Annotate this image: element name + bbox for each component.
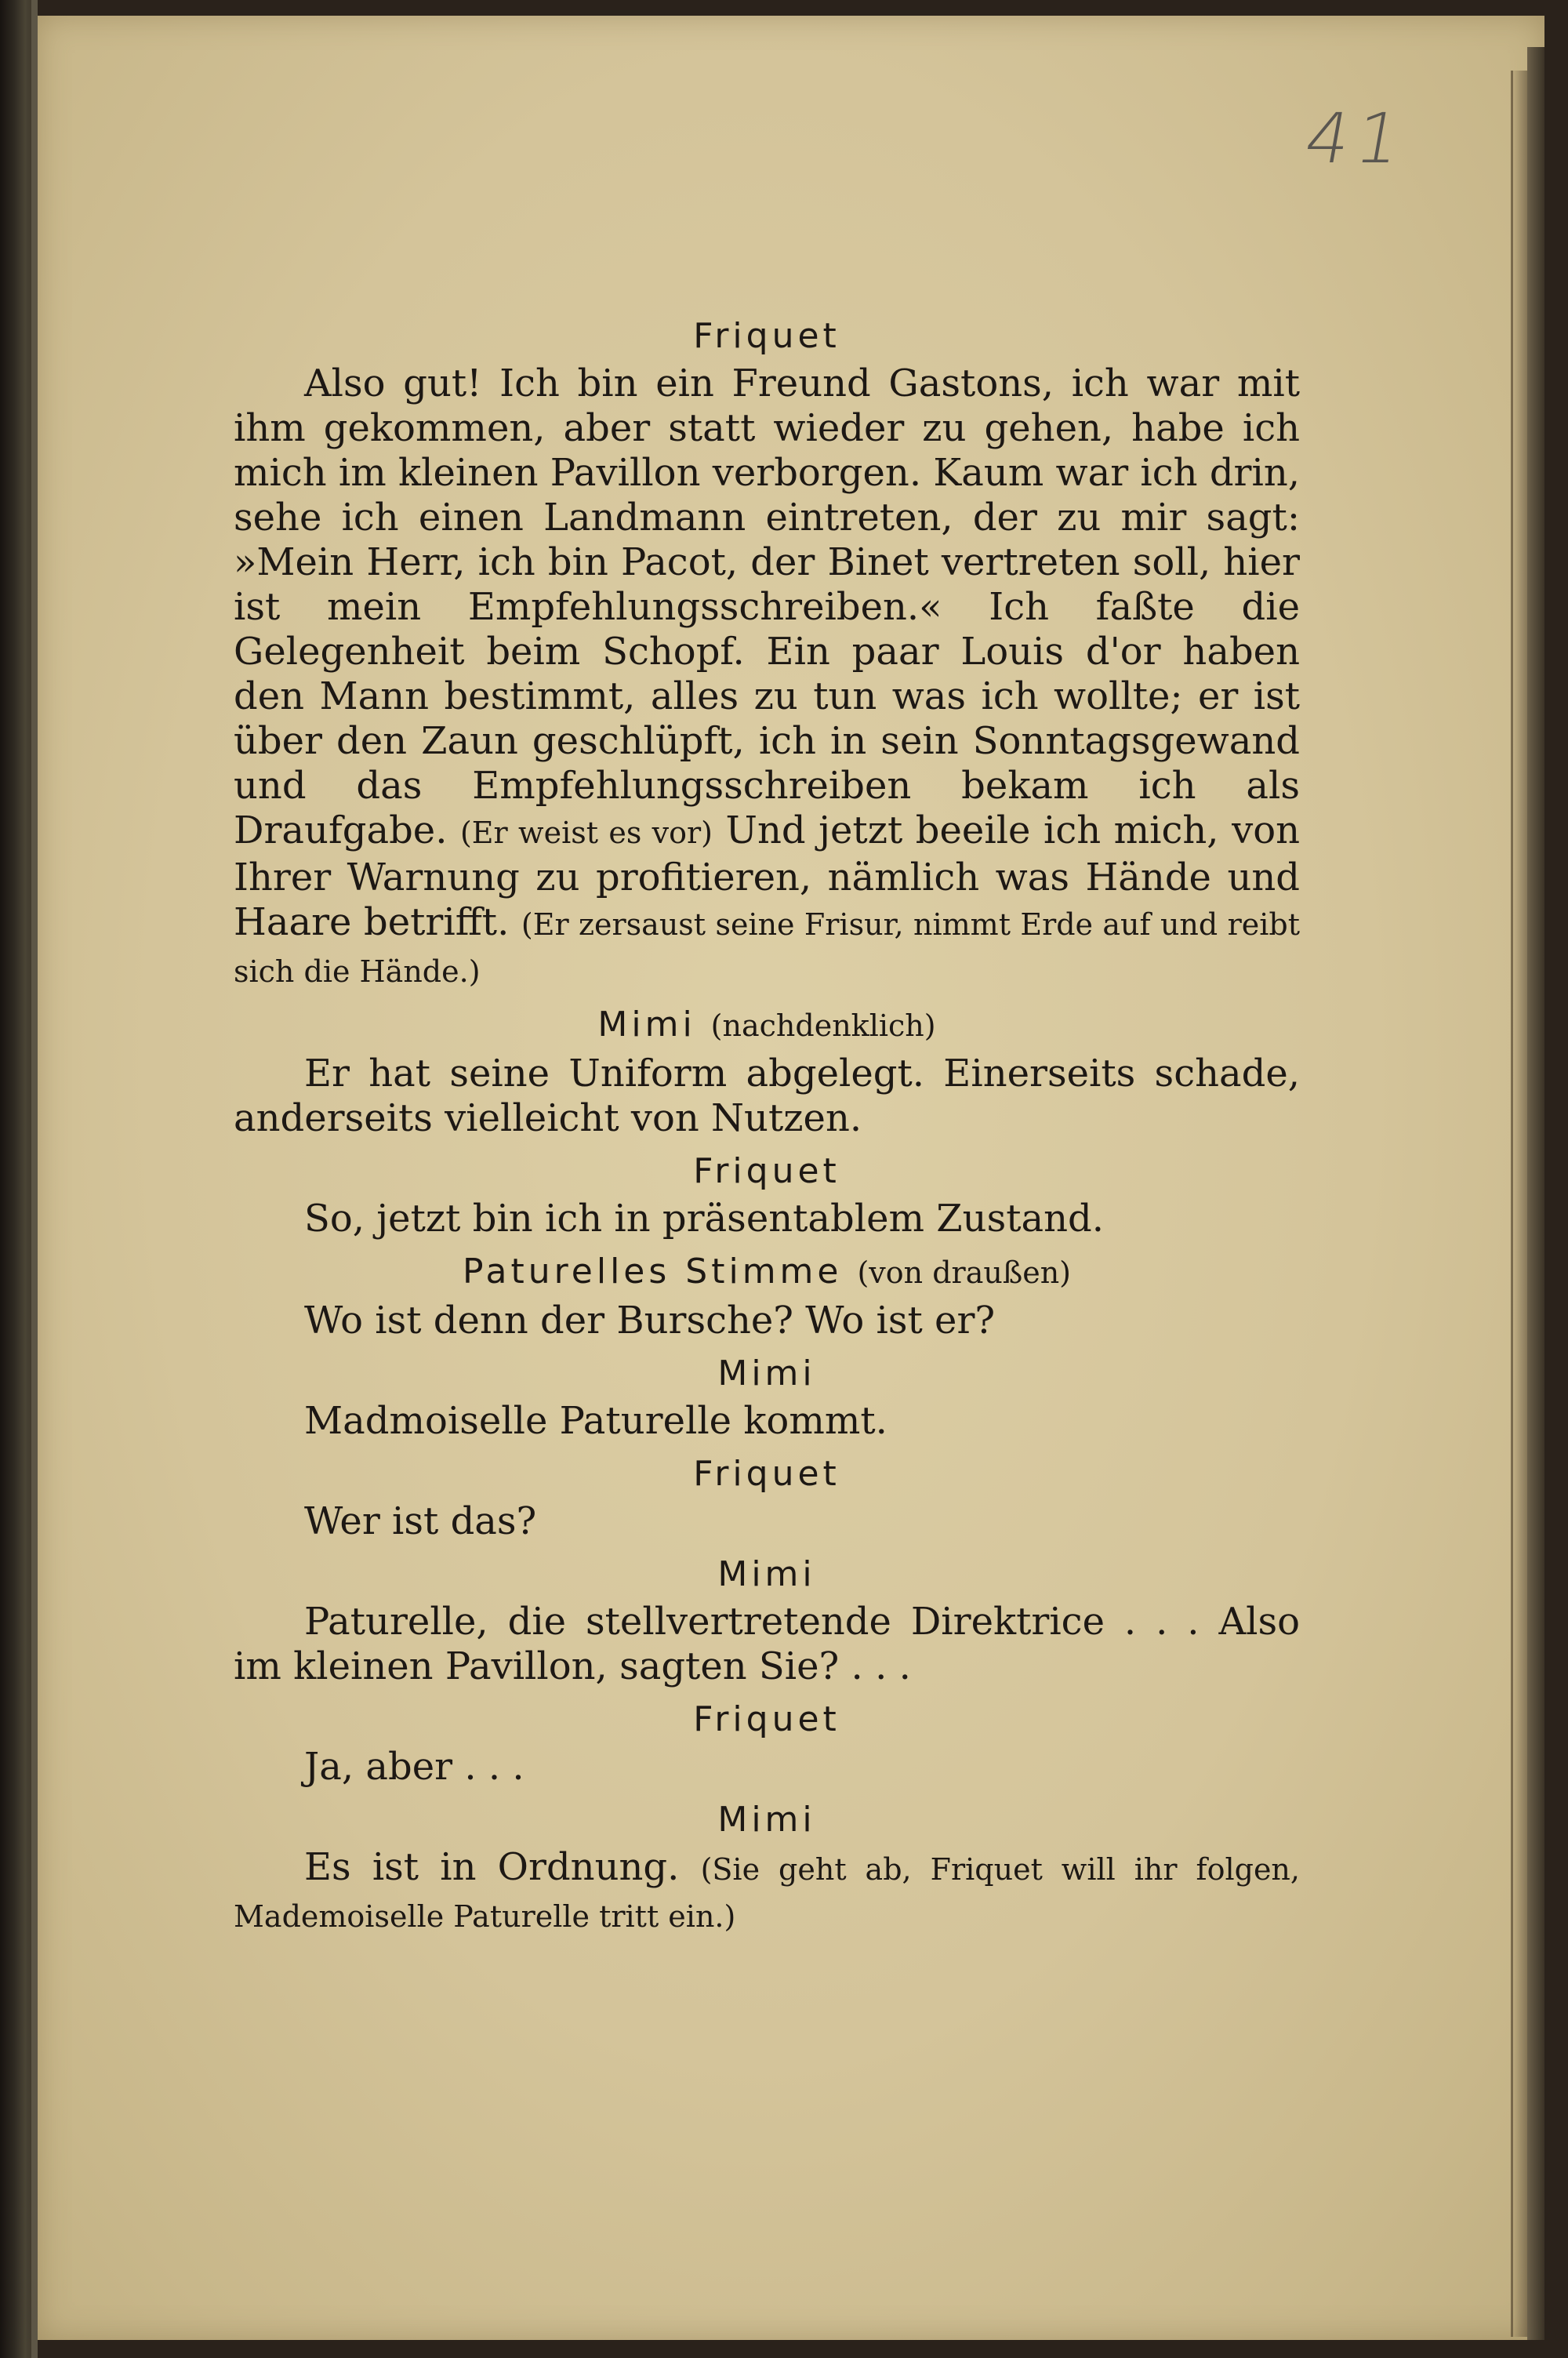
speaker-label: Mimi (717, 1353, 816, 1393)
speaker-name (234, 314, 1300, 358)
stage-direction: (Sie geht ab, Friquet will ihr folgen, Mademoiselle Paturelle tritt ein.) (234, 1852, 1300, 1934)
speaker-name (234, 1552, 1300, 1597)
speaker-label: Friquet (693, 1699, 840, 1739)
dialogue-line (234, 1399, 1300, 1444)
speaker-name (234, 1249, 1300, 1295)
dialogue-line (234, 1845, 1300, 1939)
dialogue-text: Wer ist das? (304, 1499, 537, 1543)
dialogue-text: Er hat seine Uniform abgelegt. Einerseits schade, anderseits vielleicht von Nutzen. (234, 1052, 1300, 1140)
speaker-name (234, 1797, 1300, 1842)
speaker-label: Friquet (693, 1151, 840, 1191)
speaker-label: Mimi (597, 1005, 696, 1045)
page-stack-edge (1527, 47, 1544, 2340)
play-text (234, 314, 1300, 1947)
book-page (38, 16, 1544, 2340)
dialogue-line (234, 1052, 1300, 1141)
dialogue-line (234, 1499, 1300, 1544)
stage-direction: (Er weist es vor) (459, 816, 713, 850)
speaker-label: Friquet (693, 316, 840, 356)
dialogue-text: So, jetzt bin ich in präsentablem Zustand. (304, 1197, 1104, 1241)
speaker-label: Friquet (693, 1454, 840, 1494)
speaker-name (234, 1351, 1300, 1396)
speaker-name (234, 1451, 1300, 1496)
speaker-name (234, 1002, 1300, 1048)
stage-direction: (Er zersaust seine Frisur, nimmt Erde auf und reibt sich die Hände.) (234, 907, 1301, 989)
speaker-name (234, 1697, 1300, 1742)
dialogue-text: Ja, aber . . . (304, 1745, 524, 1789)
dialogue-line (234, 1600, 1300, 1689)
dialogue-text: Und jetzt beeile ich mich, von Ihrer Warnung zu profitieren, nämlich was Hände und Haare betrifft. (234, 808, 1301, 944)
page-number: 41 (1298, 98, 1414, 179)
dialogue-text: Also gut! Ich bin ein Freund Gastons, ich war mit ihm gekommen, aber statt wieder zu gehen, habe ich mich im kleinen Pavillon verborgen. Kaum war ich drin, sehe ich einen Landmann eintreten, der zu mir sagt: »Mein Herr, ich bin Pacot, der Binet vertreten soll, hier ist mein Empfehlungsschreiben.« Ich faßte die Gelegenheit beim Schopf. Ein paar Louis d'or haben den Mann bestimmt, alles zu tun was ich wollte; er ist über den Zaun geschlüpft, ich in sein Sonntagsgewand und das Empfehlungsschreiben bekam ich als Draufgabe. (234, 362, 1301, 852)
speaker-name (234, 1149, 1300, 1194)
speaker-label: Paturelles Stimme (463, 1252, 843, 1292)
dialogue-text: Es ist in Ordnung. (304, 1845, 701, 1889)
dialogue-text: Paturelle, die stellvertretende Direktrice . . . Also im kleinen Pavillon, sagten Sie? . . . (234, 1600, 1300, 1688)
spine-edge (31, 0, 38, 2358)
dialogue-line (234, 1197, 1300, 1241)
stage-direction: (von draußen) (857, 1255, 1071, 1290)
dialogue-line (234, 1299, 1300, 1343)
speaker-label: Mimi (717, 1800, 816, 1840)
dialogue-line (234, 362, 1300, 994)
page-edge (1511, 71, 1527, 2337)
dialogue-text: Wo ist denn der Bursche? Wo ist er? (304, 1299, 996, 1342)
dialogue-text: Madmoiselle Paturelle kommt. (304, 1399, 887, 1443)
dialogue-line (234, 1745, 1300, 1789)
stage-direction: (nachdenklich) (710, 1008, 936, 1043)
speaker-label: Mimi (717, 1554, 816, 1594)
